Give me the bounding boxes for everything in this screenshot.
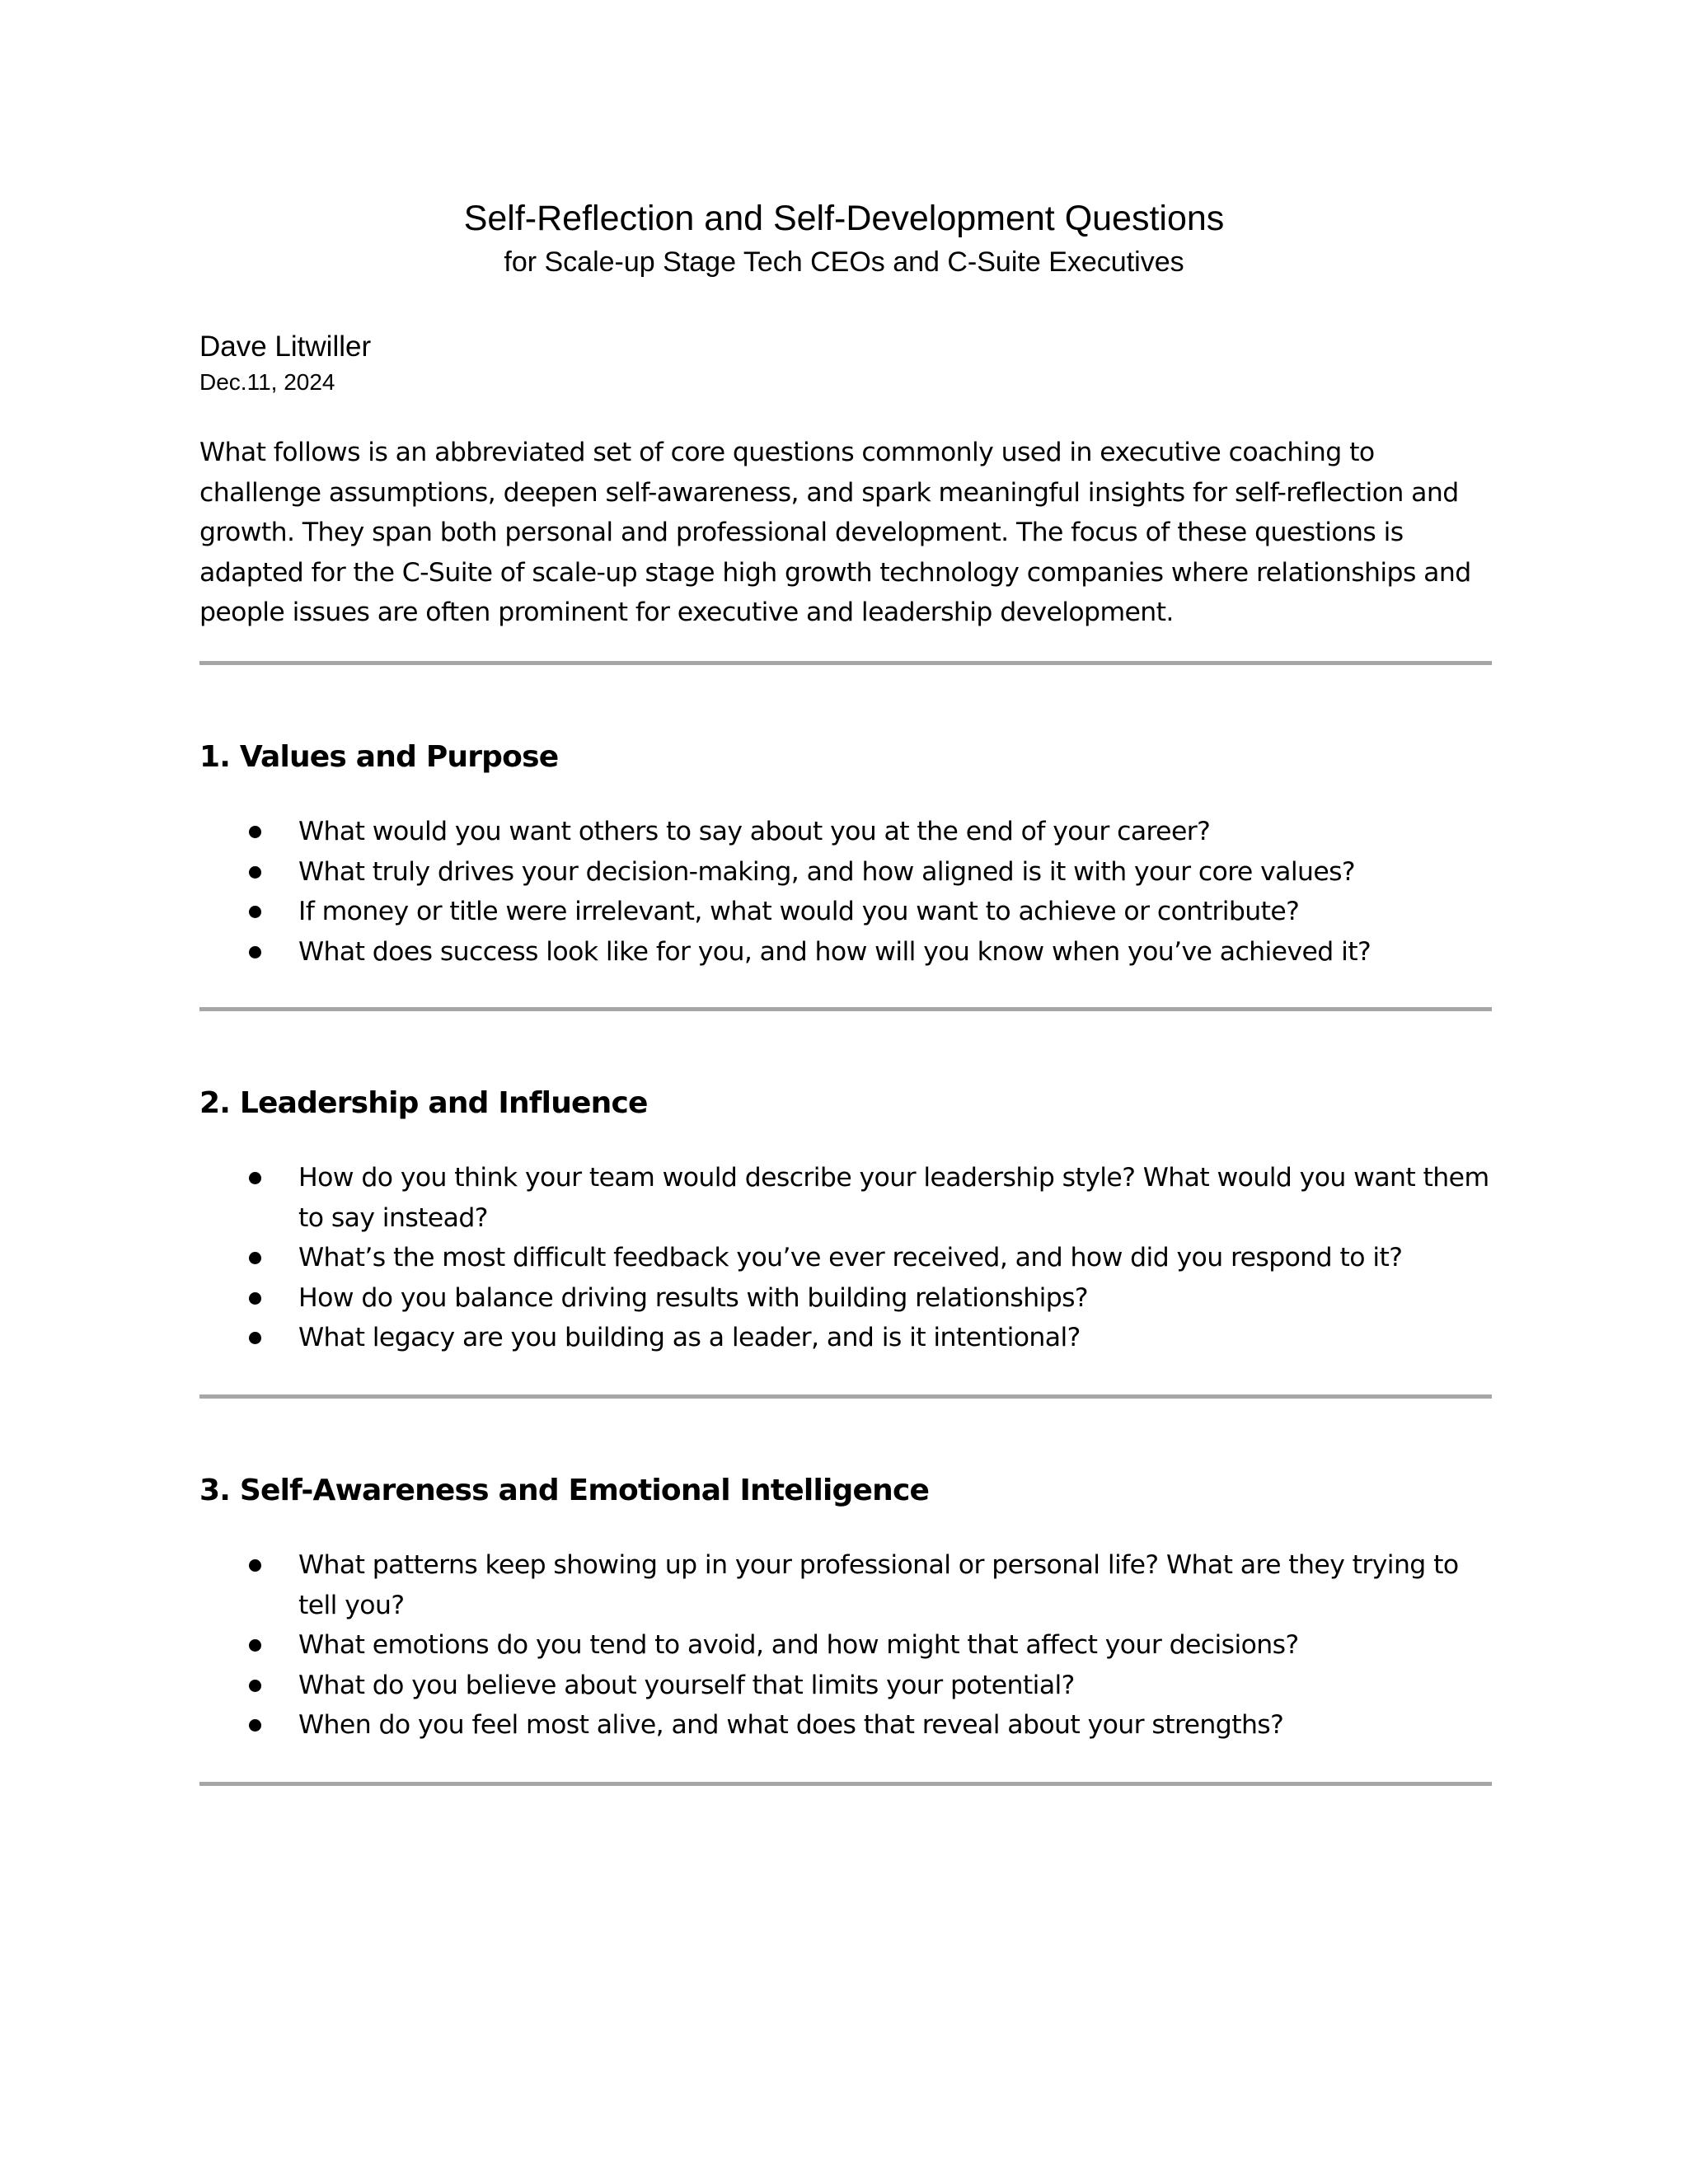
document-date: Dec.11, 2024 [199, 369, 335, 395]
section-heading: 1. Values and Purpose [199, 740, 559, 774]
bullet-icon [249, 1680, 261, 1692]
question-text: What emotions do you tend to avoid, and how might that affect your decisions? [298, 1630, 1299, 1661]
section-heading: 2. Leadership and Influence [199, 1086, 648, 1120]
question-item [199, 852, 1493, 893]
divider [199, 661, 1492, 665]
question-item [199, 1625, 1493, 1666]
question-text: What do you believe about yourself that limits your potential? [298, 1670, 1075, 1700]
question-item [199, 1705, 1493, 1746]
question-text: What does success look like for you, and how will you know when you’ve achieved it? [298, 936, 1372, 967]
intro-paragraph: What follows is an abbreviated set of core questions commonly used in executive coaching to challenge assumptions, deepen self-awareness, and spark meaningful insights for self-reflection and growth. They span both personal and professional development. The focus of these questions is adapted for the C-Suite of scale-up stage high growth technology companies where relationships and people issues are often prominent for executive and leadership development. [199, 438, 1471, 628]
question-list [199, 1158, 1493, 1358]
divider [199, 1394, 1492, 1399]
section-values-purpose [199, 738, 1493, 972]
divider [199, 1782, 1492, 1786]
question-list [199, 1545, 1493, 1746]
bullet-icon [249, 1559, 261, 1572]
question-item [199, 1545, 1493, 1625]
bullet-icon [249, 1252, 261, 1264]
question-text: How do you balance driving results with building relationships? [298, 1282, 1089, 1313]
question-text: When do you feel most alive, and what does that reveal about your strengths? [298, 1710, 1284, 1741]
author-name: Dave Litwiller [199, 330, 372, 363]
document-subtitle: for Scale-up Stage Tech CEOs and C-Suite Executives [504, 246, 1184, 278]
question-text: If money or title were irrelevant, what would you want to achieve or contribute? [298, 897, 1300, 927]
question-list [199, 812, 1493, 972]
question-text: How do you think your team would describe your leadership style? What would you want them to say instead? [298, 1163, 1489, 1233]
question-item [199, 812, 1493, 852]
question-item [199, 1158, 1493, 1238]
bullet-icon [249, 1172, 261, 1184]
bullet-icon [249, 1639, 261, 1652]
question-text: What legacy are you building as a leader, and is it intentional? [298, 1323, 1081, 1353]
bullet-icon [249, 826, 261, 838]
section-heading: 3. Self-Awareness and Emotional Intelligence [199, 1474, 930, 1507]
question-item [199, 1278, 1493, 1319]
question-text: What would you want others to say about you at the end of your career? [298, 817, 1211, 846]
document-title: Self-Reflection and Self-Development Questions [463, 199, 1225, 238]
question-item [199, 932, 1493, 972]
question-text: What patterns keep showing up in your professional or personal life? What are they trying to tell you? [298, 1550, 1459, 1620]
question-item [199, 1666, 1493, 1706]
question-item [199, 892, 1493, 932]
bullet-icon [249, 946, 261, 958]
question-text: What’s the most difficult feedback you’ve ever received, and how did you respond to it? [298, 1243, 1403, 1273]
divider [199, 1007, 1492, 1011]
section-self-awareness [199, 1471, 1493, 1746]
bullet-icon [249, 866, 261, 879]
bullet-icon [249, 1292, 261, 1305]
bullet-icon [249, 1332, 261, 1344]
question-item [199, 1318, 1493, 1358]
question-item [199, 1238, 1493, 1278]
question-text: What truly drives your decision-making, and how aligned is it with your core values? [298, 856, 1356, 887]
section-leadership-influence [199, 1084, 1493, 1358]
bullet-icon [249, 906, 261, 918]
bullet-icon [249, 1719, 261, 1732]
title-block [0, 194, 1688, 282]
